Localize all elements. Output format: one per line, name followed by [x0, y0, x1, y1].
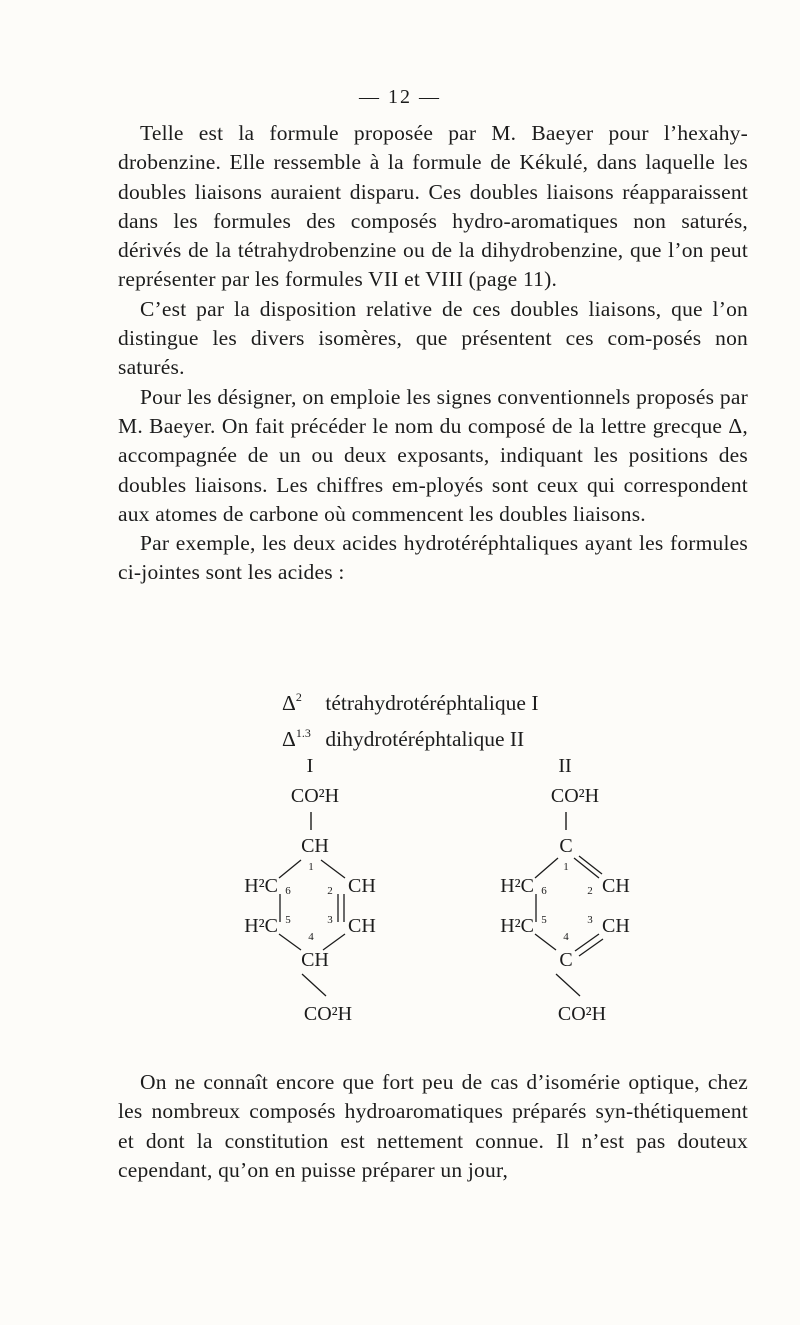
top-group: CO²H — [550, 785, 600, 807]
delta-symbol: Δ — [282, 727, 296, 751]
ring-number: 5 — [541, 914, 547, 926]
formula-I — [244, 755, 376, 1025]
ring-number: 2 — [587, 885, 593, 897]
ring-number: 4 — [563, 931, 569, 943]
body-text-top — [118, 119, 748, 588]
isomer-row — [282, 718, 539, 754]
isomer-name: dihydrotéréphtalique II — [325, 727, 525, 751]
paragraph: Telle est la formule proposée par M. Baeyer pour l’hexahy-drobenzine. Elle ressemble à la formule de Kékulé, dans laquelle les doubles liaisons auraient disparu. Ces doubles liaisons réapparaissent dans les formules des composés hydro-aromatiques non saturés, dérivés de la tétrahydrobenzine ou de la dihydrobenzine, que l’on peut représenter par les formules VII et VIII (page 11). — [118, 121, 748, 292]
paragraph: On ne connaît encore que fort peu de cas d’isomérie optique, chez les nombreux composés hydroaromatiques préparés syn-thétiquement et dont la constitution est nettement connue. Il n’est pas douteux cependant, qu’on en puisse préparer un jour, — [118, 1070, 748, 1182]
left-lower-carbon: H²C — [244, 915, 278, 937]
delta-exponent: 2 — [295, 690, 302, 704]
formulas-svg — [190, 752, 710, 1032]
right-lower-carbon: CH — [602, 915, 630, 937]
ring-number: 1 — [563, 861, 569, 873]
bottom-carbon: C — [559, 949, 573, 971]
delta-exponent: 1.3 — [295, 726, 311, 740]
top-carbon: C — [559, 835, 573, 857]
paragraph: C’est par la disposition relative de ces doubles liaisons, que l’on distingue les divers isomères, que présentent ces com-posés non saturés. — [118, 296, 748, 380]
ring-number: 1 — [308, 861, 314, 873]
ring-number: 6 — [285, 885, 291, 897]
formula-II — [500, 755, 630, 1025]
delta-symbol: Δ — [282, 691, 296, 715]
formula-label: II — [558, 755, 572, 777]
page-number: — 12 — — [359, 86, 441, 108]
bottom-group: CO²H — [557, 1003, 607, 1025]
bottom-carbon: CH — [301, 949, 329, 971]
formula-label: I — [306, 755, 314, 777]
ring-number: 6 — [541, 885, 547, 897]
right-lower-carbon: CH — [348, 915, 376, 937]
structural-formulas — [190, 752, 710, 1032]
ring-number: 3 — [327, 914, 333, 926]
top-carbon: CH — [301, 835, 329, 857]
right-upper-carbon: CH — [348, 875, 376, 897]
right-upper-carbon: CH — [602, 875, 630, 897]
isomer-row — [282, 682, 539, 718]
bottom-group: CO²H — [303, 1003, 353, 1025]
left-upper-carbon: H²C — [500, 875, 534, 897]
ring-number: 2 — [327, 885, 333, 897]
ring-number: 3 — [587, 914, 593, 926]
ring-number: 4 — [308, 931, 314, 943]
left-lower-carbon: H²C — [500, 915, 534, 937]
isomer-name: tétrahydrotéréphtalique I — [325, 691, 539, 715]
isomer-list — [282, 682, 539, 754]
ring-number: 5 — [285, 914, 291, 926]
body-text-bottom — [118, 1068, 748, 1185]
top-group: CO²H — [290, 785, 340, 807]
paragraph: Pour les désigner, on emploie les signes conventionnels proposés par M. Baeyer. On fait précéder le nom du composé de la lettre grecque Δ, accompagnée de un ou deux exposants, indiquant les positions des doubles liaisons. Les chiffres em-ployés sont ceux qui correspondent aux atomes de carbone où commencent les doubles liaisons. — [118, 384, 748, 526]
left-upper-carbon: H²C — [244, 875, 278, 897]
paragraph: Par exemple, les deux acides hydrotéréphtaliques ayant les formules ci-jointes sont les acides : — [118, 531, 748, 585]
